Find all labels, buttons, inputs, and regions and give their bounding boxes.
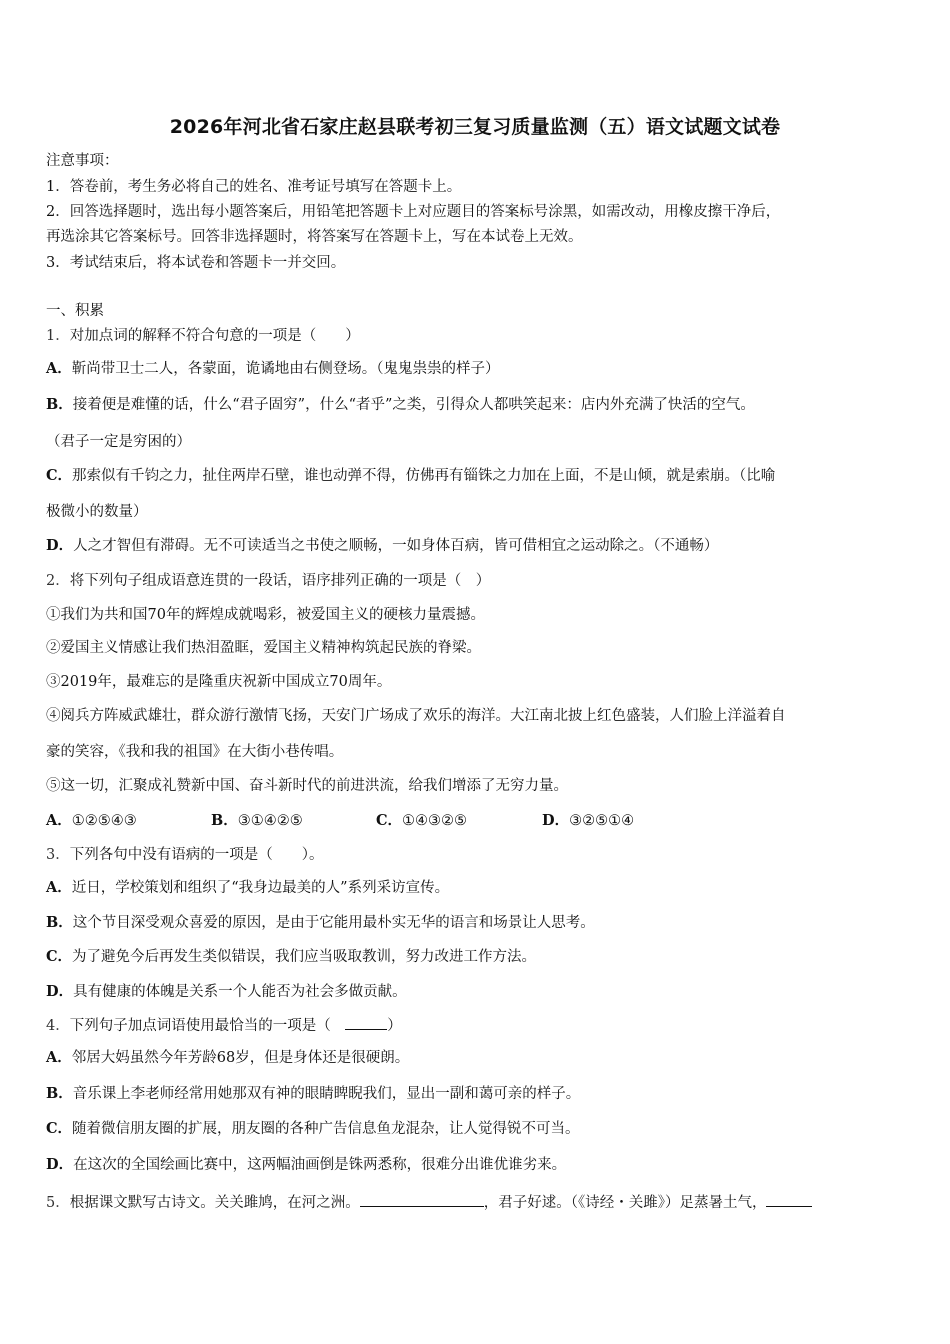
option-label: B． xyxy=(46,396,73,413)
option-label: D． xyxy=(46,1156,74,1173)
option-text: 人之才智但有滞碍。无不可读适当之书使之顺畅，一如身体百病，皆可借相宜之运动除之。（不通畅） xyxy=(73,538,719,554)
page-title: 2026年河北省石家庄赵县联考初三复习质量监测（五）语文试题文试卷 xyxy=(169,116,781,138)
question-number: 2． xyxy=(46,573,70,589)
option-text: 在这次的全国绘画比赛中，这两幅油画倒是铢两悉称，很难分出谁优谁劣来。 xyxy=(73,1157,567,1173)
question-2-sentence-2: ②爱国主义情感让我们热泪盈眶，爱国主义精神构筑起民族的脊梁。 xyxy=(46,640,481,656)
option-text: ①④③②⑤ xyxy=(402,813,468,829)
question-4-option-d xyxy=(46,1155,566,1175)
question-number: 1． xyxy=(46,328,70,344)
question-2-sentence-4: ④阅兵方阵威武雄壮，群众游行激情飞扬，天安门广场成了欢乐的海洋。大江南北披上红色盛装，人们脸上洋溢着自 xyxy=(46,708,786,724)
option-label: D． xyxy=(46,537,74,554)
question-2-sentence-5: ⑤这一切，汇聚成礼赞新中国、奋斗新时代的前进洪流，给我们增添了无穷力量。 xyxy=(46,778,568,794)
option-text: 靳尚带卫士二人，各蒙面，诡谲地由右侧登场。（鬼鬼祟祟的样子） xyxy=(71,361,500,377)
option-text: ③①④②⑤ xyxy=(237,813,303,829)
question-2-stem xyxy=(46,571,490,591)
notice-item-3: 3．考试结束后，将本试卷和答题卡一并交回。 xyxy=(46,255,346,271)
option-text: 为了避免今后再发生类似错误，我们应当吸取教训，努力改进工作方法。 xyxy=(72,949,537,965)
question-4-option-b xyxy=(46,1084,580,1104)
question-3-option-a xyxy=(46,878,449,898)
question-2-sentence-1: ①我们为共和国70年的辉煌成就喝彩，被爱国主义的硬核力量震撼。 xyxy=(46,607,485,623)
option-text: 具有健康的体魄是关系一个人能否为社会多做贡献。 xyxy=(73,984,407,1000)
notice-item-1: 1．答卷前，考生务必将自己的姓名、准考证号填写在答题卡上。 xyxy=(46,179,462,195)
question-1-option-d xyxy=(46,536,718,556)
question-number: 3． xyxy=(46,847,70,863)
option-text: ①②⑤④③ xyxy=(71,813,137,829)
option-text: ③②⑤①④ xyxy=(569,813,635,829)
option-label: C． xyxy=(46,948,73,965)
notice-item-2: 2．回答选择题时，选出每小题答案后，用铅笔把答题卡上对应题目的答案标号涂黑，如需改动，用橡皮擦干净后， xyxy=(46,204,781,220)
option-text: 这个节目深受观众喜爱的原因，是由于它能用最朴实无华的语言和场景让人思考。 xyxy=(72,915,595,931)
question-1-option-a xyxy=(46,359,500,379)
question-text: 根据课文默写古诗文。关关雎鸠，在河之洲。 xyxy=(69,1195,360,1211)
section-heading: 一、积累 xyxy=(46,303,104,319)
answer-blank[interactable] xyxy=(360,1192,484,1207)
question-text: 将下列句子组成语意连贯的一段话，语序排列正确的一项是（ ） xyxy=(69,573,491,589)
option-label: B． xyxy=(211,812,238,829)
question-text-end: ） xyxy=(387,1018,402,1034)
question-2-sentence-4-cont: 豪的笑容，《我和我的祖国》在大街小巷传唱。 xyxy=(46,744,344,760)
question-2-option-a xyxy=(46,809,137,830)
answer-blank[interactable] xyxy=(766,1192,812,1207)
question-3-option-d xyxy=(46,982,407,1002)
question-text: 下列句子加点词语使用最恰当的一项是（ xyxy=(69,1018,346,1034)
option-label: C． xyxy=(376,812,403,829)
option-label: C． xyxy=(46,467,73,484)
question-3-option-b xyxy=(46,913,595,933)
question-2-option-d xyxy=(542,809,634,830)
question-4-stem xyxy=(46,1015,402,1036)
answer-blank[interactable] xyxy=(345,1015,387,1030)
option-text: 随着微信朋友圈的扩展，朋友圈的各种广告信息鱼龙混杂，让人觉得锐不可当。 xyxy=(72,1121,580,1137)
option-label: A． xyxy=(46,812,72,829)
option-label: B． xyxy=(46,914,73,931)
question-1-option-c-cont: 极微小的数量） xyxy=(46,504,148,520)
question-4-option-a xyxy=(46,1048,409,1068)
option-label: D． xyxy=(542,812,570,829)
question-text: 下列各句中没有语病的一项是（ ）。 xyxy=(69,847,324,863)
question-1-option-b-cont: （君子一定是穷困的） xyxy=(46,434,191,450)
option-label: A． xyxy=(46,1049,72,1066)
question-4-option-c xyxy=(46,1119,580,1139)
question-3-option-c xyxy=(46,947,536,967)
option-text: 接着便是难懂的话，什么“君子固穷”，什么“者乎”之类，引得众人都哄笑起来：店内外充满了快活的空气。 xyxy=(72,397,755,413)
question-1-stem xyxy=(46,326,360,346)
question-5-stem xyxy=(46,1192,812,1213)
option-text: 音乐课上李老师经常用她那双有神的眼睛睥睨我们，显出一副和蔼可亲的样子。 xyxy=(72,1086,581,1102)
question-number: 5． xyxy=(46,1195,70,1211)
option-label: A． xyxy=(46,879,72,896)
notice-item-2-cont: 再选涂其它答案标号。回答非选择题时，将答案写在答题卡上，写在本试卷上无效。 xyxy=(46,229,583,245)
option-text: 那索似有千钧之力，扯住两岸石壁，谁也动弹不得，仿佛再有锱铢之力加在上面，不是山倾，就是索崩。（比喻 xyxy=(72,468,776,484)
question-1-option-b xyxy=(46,395,755,415)
option-label: B． xyxy=(46,1085,73,1102)
question-2-option-c xyxy=(376,809,467,830)
question-3-stem xyxy=(46,845,323,865)
option-text: 近日，学校策划和组织了“我身边最美的人”系列采访宣传。 xyxy=(71,880,450,896)
option-text: 邻居大妈虽然今年芳龄68岁，但是身体还是很硬朗。 xyxy=(71,1050,410,1066)
question-number: 4． xyxy=(46,1018,70,1034)
question-text-cont: ，君子好逑。（《诗经・关雎》）足蒸暑土气， xyxy=(483,1195,767,1211)
option-label: A． xyxy=(46,360,72,377)
option-label: D． xyxy=(46,983,74,1000)
question-text: 对加点词的解释不符合句意的一项是（ ） xyxy=(69,328,360,344)
question-2-sentence-3: ③2019年，最难忘的是隆重庆祝新中国成立70周年。 xyxy=(46,674,392,690)
option-label: C． xyxy=(46,1120,73,1137)
question-2-option-b xyxy=(211,809,303,830)
notice-heading: 注意事项： xyxy=(46,153,119,169)
question-1-option-c xyxy=(46,466,775,486)
